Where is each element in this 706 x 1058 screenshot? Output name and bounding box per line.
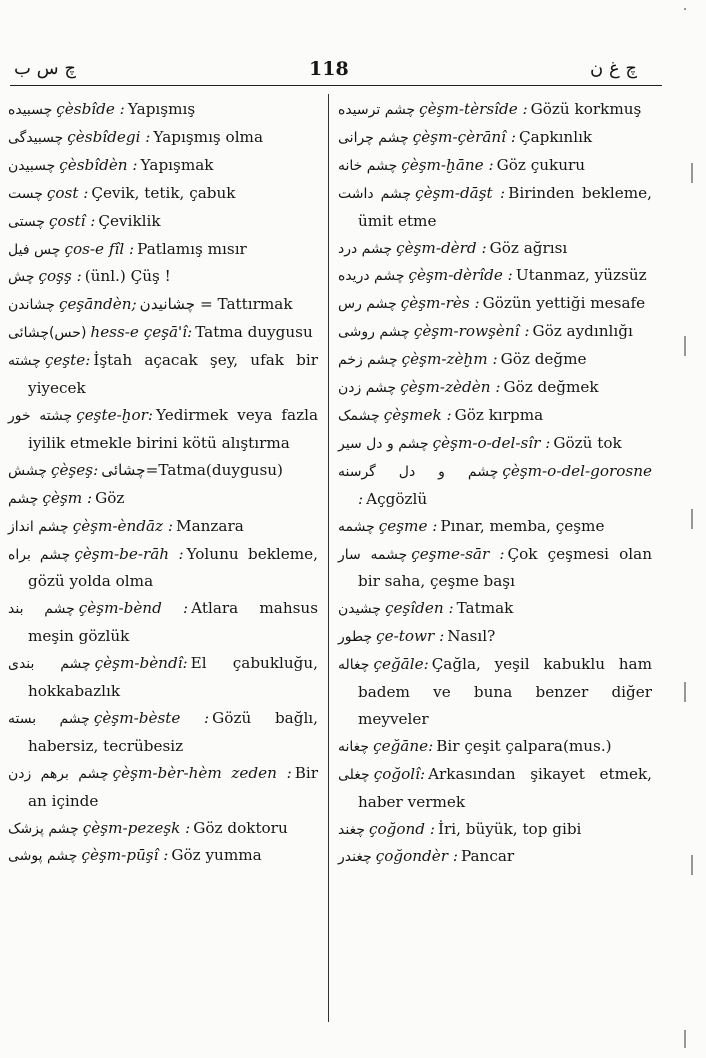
entry-meaning: Göz değme	[500, 350, 587, 369]
entry-meaning: Tatmak	[456, 599, 514, 618]
entry-meaning: Göz	[95, 488, 125, 507]
entry-meaning: Göz aydınlığı	[532, 322, 633, 341]
entry-meaning: Gözü tok	[553, 433, 622, 452]
speckle-dot	[684, 1038, 686, 1040]
dictionary-entry	[338, 458, 652, 513]
entry-arabic-headword: چشمه	[338, 518, 375, 535]
entry-transliteration: çeşîden :	[385, 599, 454, 618]
entry-meaning: Yedirmek veya fazla iyilik etmekle birini kötü alıştırma	[28, 405, 318, 452]
speckle-dot	[684, 684, 686, 686]
dictionary-entry	[8, 760, 318, 815]
dictionary-entry	[338, 651, 652, 733]
entry-meaning: Yapışmış olma	[153, 127, 264, 146]
entry-meaning: İri, büyük, top gibi	[437, 819, 582, 838]
speckle-dot	[684, 1036, 686, 1038]
entry-meaning: چشائی=Tatma(duygusu)	[101, 460, 283, 479]
entry-arabic-headword: چس فیل	[8, 241, 61, 258]
entry-transliteration: çèşm-tèrsîde :	[419, 100, 528, 118]
entry-meaning: Patlamış mısır	[137, 239, 247, 258]
entry-transliteration: çoğondèr :	[375, 847, 458, 866]
speckle-dot	[684, 700, 686, 702]
speckle-dot	[691, 177, 693, 179]
entry-meaning: Çapkınlık	[518, 127, 593, 146]
speckle-dot	[684, 348, 686, 350]
dictionary-entry	[338, 623, 652, 651]
entry-transliteration: çeşāndèn;	[58, 295, 137, 314]
entry-meaning: Çok çeşmesi olan bir saha, çeşme başı	[358, 544, 652, 591]
entry-meaning: Çeviklik	[98, 211, 161, 230]
entry-transliteration: çèsbîdèn :	[59, 155, 138, 174]
dictionary-entry	[338, 180, 652, 235]
entry-meaning: Yapışmış	[127, 100, 196, 118]
left-column	[8, 96, 318, 870]
entry-arabic-headword: چشم چرانی	[338, 129, 409, 146]
speckle-dot	[691, 855, 693, 857]
entry-arabic-headword: چش	[8, 269, 35, 286]
speckle-dot	[691, 519, 693, 521]
entry-transliteration: çèşm-rès :	[400, 294, 480, 313]
entry-meaning: Birinden bekleme, ümit etme	[358, 183, 652, 230]
speckle-dot	[691, 857, 693, 859]
entry-meaning: Utanmaz, yüzsüz	[515, 266, 647, 285]
dictionary-entry	[338, 733, 652, 761]
speckle-dot	[691, 163, 693, 165]
speckle-dot	[684, 688, 686, 690]
dictionary-entry	[338, 290, 652, 318]
speckle-dot	[684, 354, 686, 356]
entry-transliteration: çèşm-dèrd :	[396, 238, 487, 257]
dictionary-entry	[338, 124, 652, 152]
dictionary-entry	[8, 650, 318, 705]
entry-meaning: Tatma duygusu	[195, 323, 313, 342]
entry-meaning: چشانیدن = Tattırmak	[139, 295, 293, 314]
entry-arabic-headword: چشم پوشی	[8, 848, 78, 865]
speckle-dot	[684, 1030, 686, 1032]
speckle-dot	[684, 1046, 686, 1048]
entry-arabic-headword: چشم روشی	[338, 324, 410, 341]
entry-transliteration: çe-towr :	[376, 627, 445, 646]
dictionary-entry	[338, 513, 652, 541]
entry-arabic-headword: چشم بندی	[8, 656, 91, 673]
dictionary-entry	[8, 402, 318, 457]
entry-transliteration: çeğāne:	[373, 736, 434, 755]
entry-meaning: Yapışmak	[140, 155, 214, 174]
speckle-dot	[691, 865, 693, 867]
dictionary-entry	[8, 815, 318, 843]
entry-transliteration: hess-e çeşā'î:	[90, 323, 193, 342]
right-column	[338, 96, 652, 871]
entry-meaning: Bir çeşit çalpara(mus.)	[436, 736, 612, 755]
dictionary-entry	[338, 346, 652, 374]
speckle-dot	[684, 690, 686, 692]
entry-meaning: Gözü korkmuş	[530, 100, 642, 118]
speckle-dot	[691, 527, 693, 529]
page-number: 118	[309, 58, 349, 80]
dictionary-entry	[338, 402, 652, 430]
speckle-dot	[691, 179, 693, 181]
page-edge-speckle	[684, 0, 702, 1058]
speckle-dot	[684, 694, 686, 696]
dictionary-entry	[338, 816, 652, 844]
dictionary-entry	[8, 513, 318, 541]
entry-transliteration: çèşm-zèdèn :	[400, 378, 501, 397]
dictionary-entry	[8, 457, 318, 485]
entry-arabic-headword: چشم انداز	[8, 518, 69, 535]
dictionary-entry	[338, 318, 652, 346]
speckle-dot	[691, 169, 693, 171]
dictionary-entry	[8, 319, 318, 347]
speckle-dot	[691, 867, 693, 869]
speckle-dot	[691, 873, 693, 875]
speckle-dot	[684, 682, 686, 684]
speckle-dot	[691, 521, 693, 523]
speckle-dot	[684, 8, 686, 10]
entry-arabic-headword: چطور	[338, 629, 373, 646]
entry-arabic-headword: چشش	[8, 462, 47, 479]
entry-arabic-headword: چست	[8, 185, 43, 202]
entry-meaning: Arkasından şikayet etmek, haber vermek	[358, 764, 652, 811]
speckle-dot	[691, 171, 693, 173]
entry-arabic-headword: چشم	[8, 490, 39, 507]
entry-transliteration: çèşm-ḫāne :	[401, 155, 494, 174]
entry-arabic-headword: چشم داشت	[338, 185, 412, 202]
entry-meaning: Atlara mahsus meşin gözlük	[28, 599, 319, 646]
entry-meaning: Çağla, yeşil kabuklu ham badem ve buna benzer diğer meyveler	[358, 655, 652, 728]
speckle-dot	[691, 515, 693, 517]
speckle-dot	[684, 336, 686, 338]
dictionary-entry	[8, 485, 318, 513]
entry-meaning: Göz kırpma	[454, 405, 544, 424]
entry-transliteration: çeğāle:	[373, 655, 429, 674]
speckle-dot	[684, 352, 686, 354]
speckle-dot	[691, 859, 693, 861]
dictionary-entry	[338, 96, 652, 124]
entry-transliteration: çèşm-èndāz :	[72, 516, 174, 535]
speckle-dot	[684, 344, 686, 346]
dictionary-entry	[338, 152, 652, 180]
entry-arabic-headword: چغلی	[338, 766, 370, 783]
entry-transliteration: çèşm-bèndî:	[94, 654, 188, 673]
dictionary-entry	[338, 595, 652, 623]
dictionary-entry	[8, 236, 318, 264]
entry-meaning: Manzara	[176, 516, 244, 535]
speckle-dot	[684, 1042, 686, 1044]
entry-transliteration: çèşm-dāşt :	[415, 183, 506, 202]
speckle-dot	[684, 1034, 686, 1036]
speckle-dot	[684, 686, 686, 688]
entry-transliteration: çeşme-sār :	[411, 544, 505, 563]
entry-meaning: Pancar	[460, 847, 515, 866]
entry-transliteration: çèşm-o-del-sîr :	[432, 433, 551, 452]
page-header	[0, 56, 706, 86]
speckle-dot	[691, 525, 693, 527]
speckle-dot	[691, 509, 693, 511]
header-guide-letters-left: ﭺ س ب	[14, 58, 76, 79]
entry-arabic-headword: چشم خانه	[338, 157, 398, 174]
entry-transliteration: çèşm-çèrānî :	[412, 127, 516, 146]
speckle-dot	[684, 1044, 686, 1046]
entry-arabic-headword: چشم و دل سیر	[338, 435, 429, 452]
speckle-dot	[691, 167, 693, 169]
entry-transliteration: çèşm-zèḫm :	[401, 350, 498, 369]
entry-transliteration: çoğond :	[368, 819, 435, 838]
entry-arabic-headword: چسبیدن	[8, 157, 56, 174]
entry-meaning: El çabukluğu, hokkabazlık	[28, 654, 318, 701]
entry-transliteration: çèşm-bènd :	[78, 599, 189, 618]
speckle-dot	[691, 175, 693, 177]
entry-transliteration: çost :	[46, 183, 89, 202]
entry-arabic-headword: چشم پزشک	[8, 820, 79, 837]
entry-arabic-headword: چسبیده	[8, 102, 53, 118]
speckle-dot	[684, 350, 686, 352]
entry-arabic-headword: چشیدن	[338, 601, 381, 618]
dictionary-entry	[8, 347, 318, 402]
dictionary-entry	[8, 208, 318, 236]
entry-arabic-headword: چشاندن	[8, 297, 55, 314]
entry-transliteration: çèşm-bèr-hèm zeden :	[112, 763, 292, 782]
dictionary-entry	[338, 541, 652, 596]
entry-meaning: Yolunu bekleme, gözü yolda olma	[28, 544, 318, 591]
entry-meaning: Göz ağrısı	[489, 238, 568, 257]
entry-meaning: Açgözlü	[366, 489, 428, 508]
entry-arabic-headword: چشم بسته	[8, 710, 90, 727]
speckle-dot	[684, 696, 686, 698]
dictionary-entry	[8, 595, 318, 650]
entry-transliteration: çeşte-ḫor:	[76, 405, 154, 424]
speckle-dot	[691, 869, 693, 871]
entry-transliteration: çèşm-o-del-gorosne :	[358, 461, 652, 508]
entry-arabic-headword: چغندر	[338, 849, 372, 866]
dictionary-entry	[8, 705, 318, 760]
entry-transliteration: çèşm-be-rāh :	[74, 544, 184, 563]
entry-arabic-headword: چشم و دل گرسنه	[338, 463, 499, 480]
speckle-dot	[691, 165, 693, 167]
speckle-dot	[684, 698, 686, 700]
entry-arabic-headword: چستی	[8, 213, 46, 230]
entry-transliteration: çèşm-rowşènî :	[413, 322, 530, 341]
entry-arabic-headword: چشته	[8, 353, 41, 370]
dictionary-entry	[8, 263, 318, 291]
entry-arabic-headword: چشم بند	[8, 601, 75, 618]
entry-arabic-headword: (حس)چشائی	[8, 325, 87, 342]
entry-transliteration: çèşm-dèrîde :	[408, 266, 513, 285]
speckle-dot	[684, 342, 686, 344]
speckle-dot	[691, 523, 693, 525]
entry-transliteration: çoşş :	[38, 267, 82, 286]
speckle-dot	[691, 863, 693, 865]
entry-meaning: Çevik, tetik, çabuk	[91, 183, 236, 202]
entry-meaning: Bir an içinde	[28, 763, 318, 810]
entry-meaning: Gözün yettiği mesafe	[482, 294, 646, 313]
entry-meaning: Göz çukuru	[496, 155, 586, 174]
speckle-dot	[691, 513, 693, 515]
dictionary-entry	[8, 842, 318, 870]
dictionary-entry	[338, 761, 652, 816]
entry-arabic-headword: چشم زخم	[338, 352, 398, 369]
entry-meaning: Göz doktoru	[193, 818, 288, 837]
entry-arabic-headword: چشمه سار	[338, 546, 408, 563]
entry-transliteration: çoğolî:	[373, 764, 426, 783]
dictionary-entry	[8, 96, 318, 124]
entry-arabic-headword: چشم براه	[8, 546, 71, 563]
entry-arabic-headword: چغاله	[338, 657, 370, 674]
entry-meaning: (ünl.) Çüş !	[84, 267, 171, 286]
dictionary-entry	[338, 843, 652, 871]
dictionary-entry	[8, 291, 318, 319]
entry-transliteration: çèşm-pezeşk :	[82, 818, 191, 837]
entry-arabic-headword: چغند	[338, 821, 365, 838]
entry-meaning: İştah açacak şey, ufak bir yiyecek	[28, 351, 318, 398]
speckle-dot	[691, 517, 693, 519]
entry-transliteration: çeşte:	[44, 351, 91, 370]
entry-arabic-headword: چشته خور	[8, 407, 73, 424]
dictionary-entry	[8, 124, 318, 152]
entry-transliteration: çostî :	[49, 211, 96, 230]
entry-arabic-headword: چشم دریده	[338, 268, 405, 285]
entry-arabic-headword: چشم زدن	[338, 380, 397, 397]
speckle-dot	[691, 871, 693, 873]
speckle-dot	[684, 340, 686, 342]
entry-transliteration: çèşm-bèste :	[93, 708, 210, 727]
speckle-dot	[684, 1032, 686, 1034]
header-guide-letters-right: ﭺ غ ن	[590, 58, 638, 79]
speckle-dot	[691, 181, 693, 183]
speckle-dot	[691, 861, 693, 863]
entry-meaning: Göz değmek	[503, 378, 599, 397]
entry-transliteration: çèşmek :	[383, 405, 452, 424]
entry-arabic-headword: چشم برهم زدن	[8, 765, 109, 782]
dictionary-entry	[338, 374, 652, 402]
entry-transliteration: çèşeş:	[51, 460, 99, 479]
speckle-dot	[684, 346, 686, 348]
speckle-dot	[684, 1040, 686, 1042]
dictionary-entry	[8, 541, 318, 596]
entry-meaning: Nasıl?	[447, 627, 496, 646]
entry-meaning: Göz yumma	[171, 846, 262, 865]
entry-arabic-headword: چغانه	[338, 738, 370, 755]
entry-arabic-headword: چشم رس	[338, 296, 397, 313]
entry-transliteration: çèsbîdegi :	[67, 127, 151, 146]
speckle-dot	[691, 511, 693, 513]
entry-transliteration: çèsbîde :	[56, 100, 125, 118]
entry-meaning: Pınar, memba, çeşme	[440, 516, 605, 535]
entry-transliteration: ços-e fîl :	[64, 239, 135, 258]
entry-arabic-headword: چشم درد	[338, 240, 393, 257]
dictionary-entry	[338, 262, 652, 290]
dictionary-entry	[338, 235, 652, 263]
entry-transliteration: çeşme :	[378, 516, 438, 535]
speckle-dot	[691, 173, 693, 175]
header-rule	[10, 85, 662, 86]
entry-arabic-headword: چشمک	[338, 407, 380, 424]
dictionary-entry	[338, 430, 652, 458]
entry-meaning: Gözü bağlı, habersiz, tecrübesiz	[28, 708, 318, 755]
entry-transliteration: çèşm :	[42, 488, 93, 507]
entry-transliteration: çèşm-pūşî :	[81, 846, 169, 865]
dictionary-entry	[8, 152, 318, 180]
column-divider	[328, 94, 329, 1022]
speckle-dot	[684, 338, 686, 340]
entry-arabic-headword: چسبیدگی	[8, 129, 64, 146]
dictionary-entry	[8, 180, 318, 208]
entry-arabic-headword: چشم ترسیده	[338, 102, 416, 118]
speckle-dot	[684, 692, 686, 694]
